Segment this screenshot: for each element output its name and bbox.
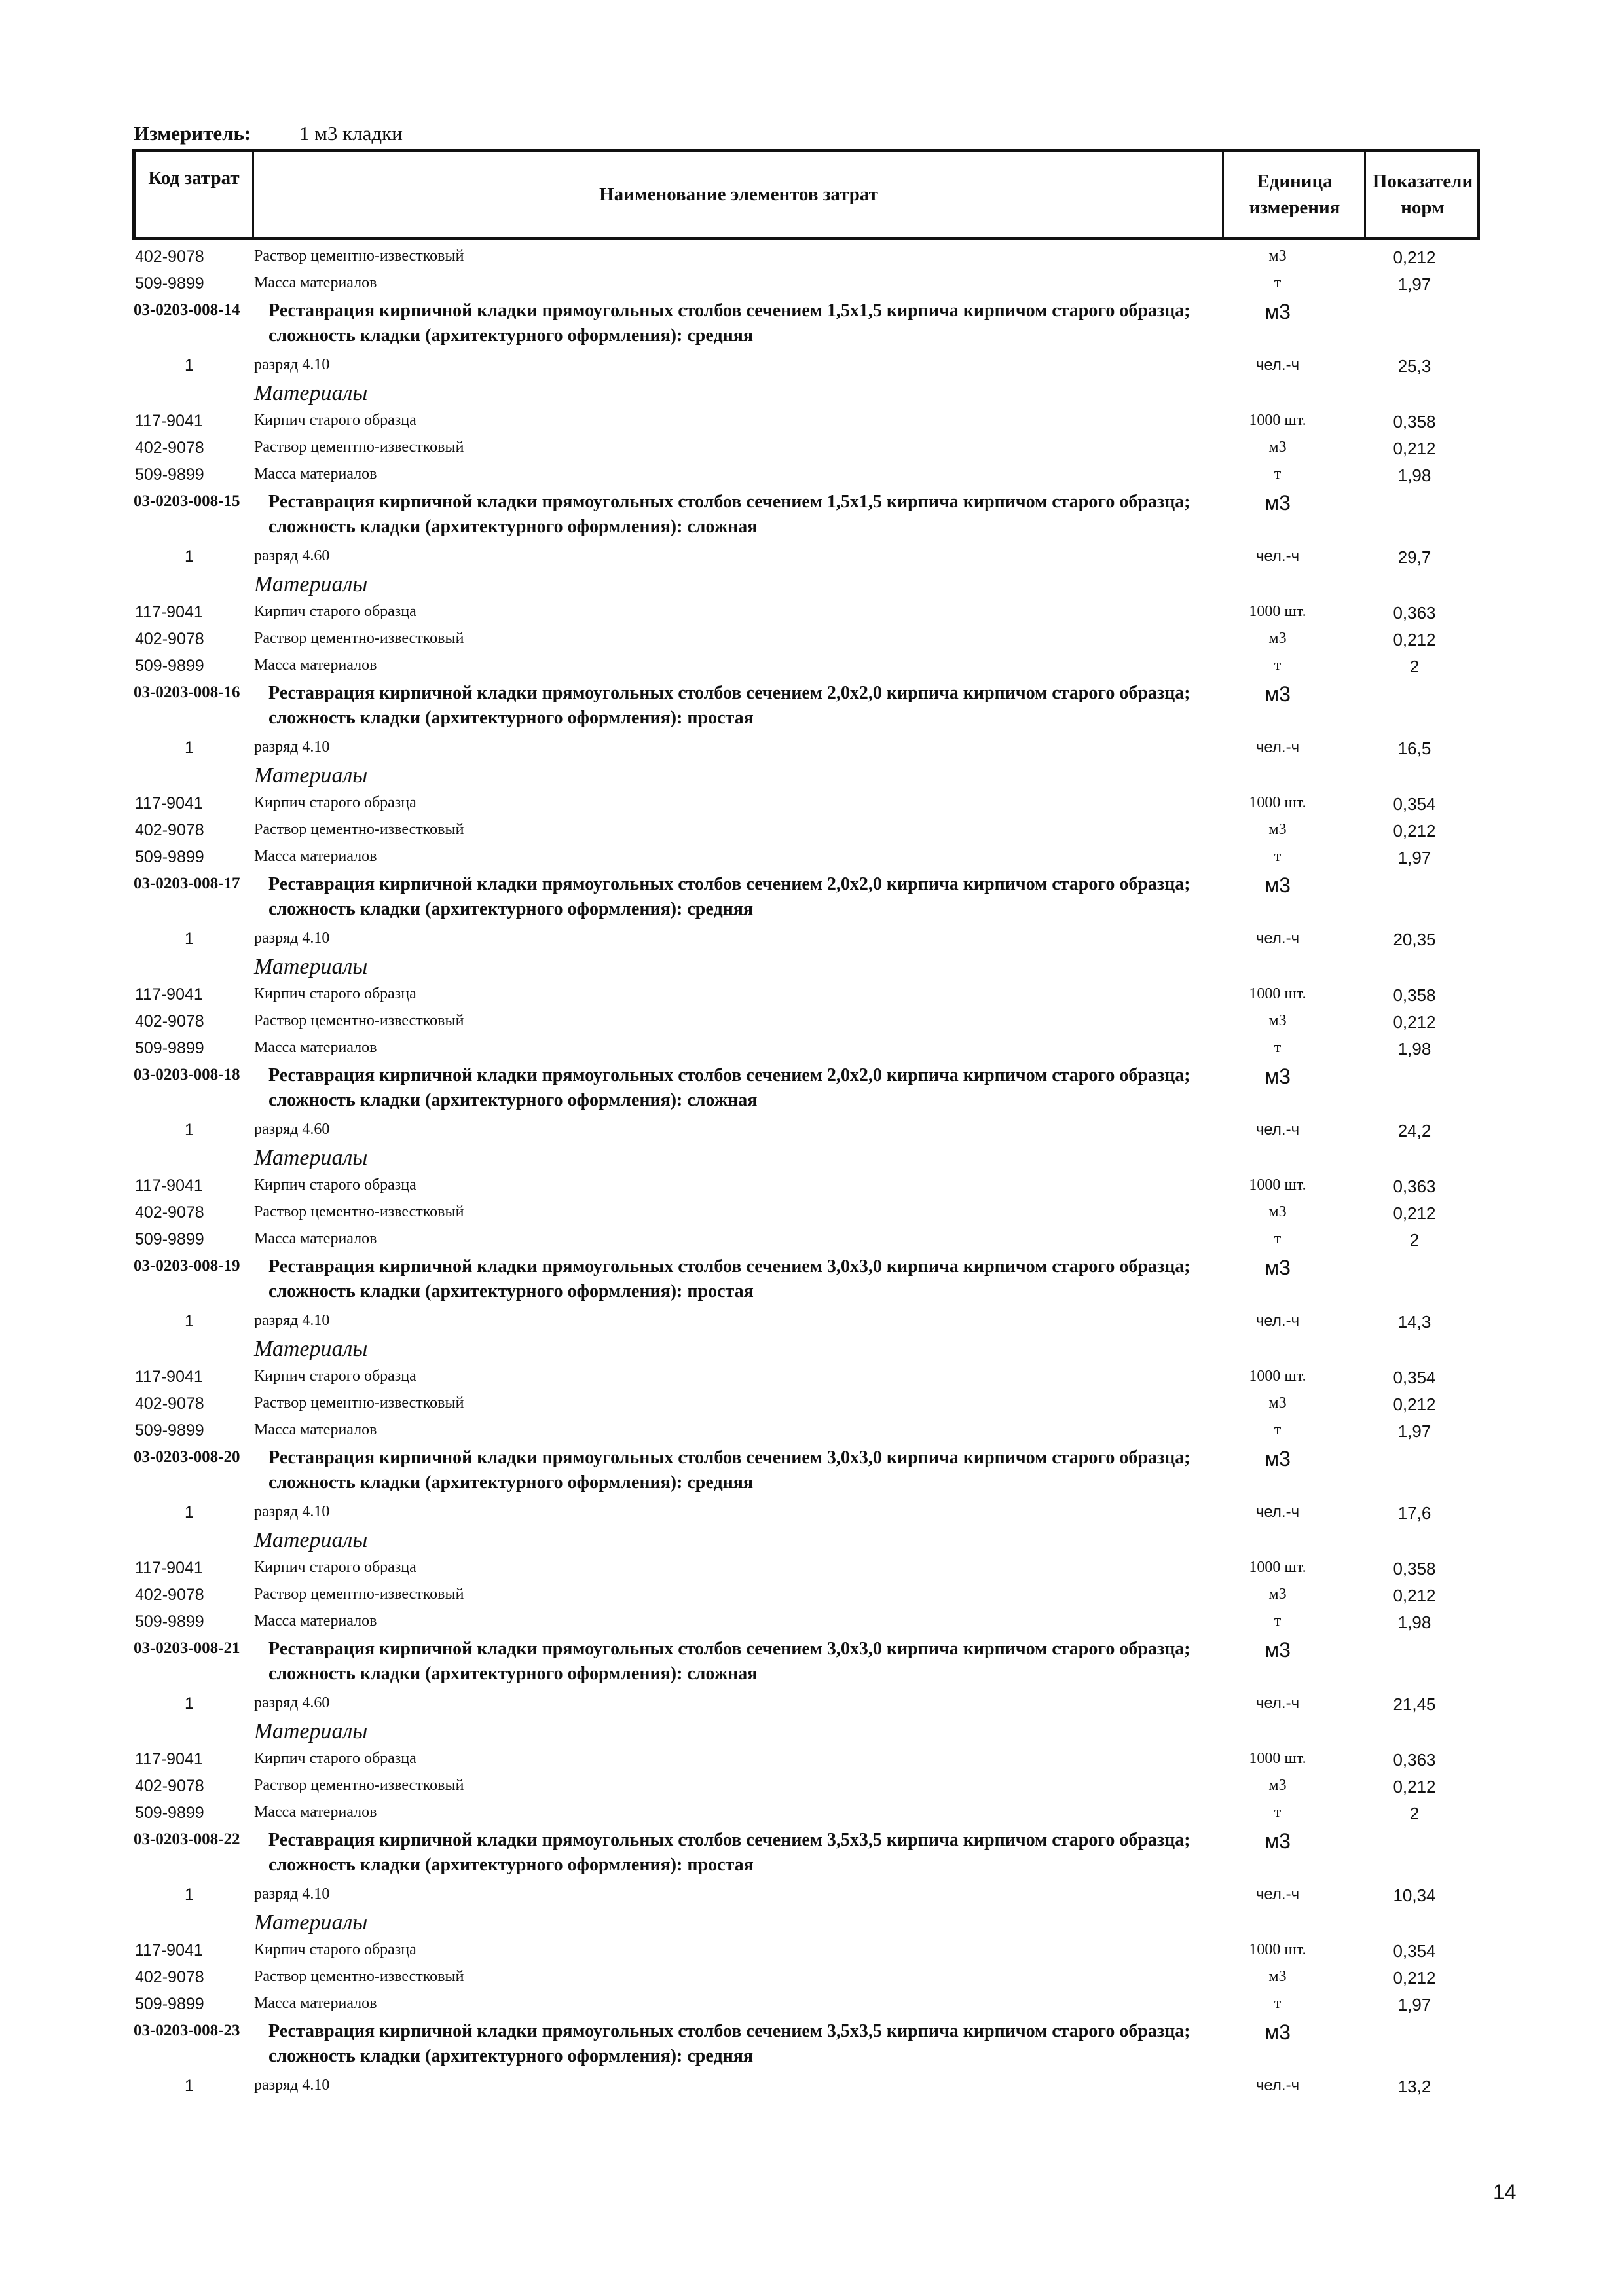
unit-cell: т xyxy=(1274,1230,1282,1247)
unit-cell: 1000 шт. xyxy=(1249,603,1306,620)
table-row xyxy=(0,922,1624,951)
element-name: Масса материалов xyxy=(254,274,377,291)
unit-cell: м3 xyxy=(1264,682,1291,706)
cost-code: 402-9078 xyxy=(135,1012,204,1030)
table-row xyxy=(0,980,1624,1007)
cost-code: 03-0203-008-16 xyxy=(134,683,240,701)
header-norm-line1: Показатели xyxy=(1372,171,1473,192)
table-row xyxy=(0,242,1624,269)
norm-cell: 0,363 xyxy=(1393,603,1436,623)
table-row xyxy=(0,433,1624,460)
section-heading-row xyxy=(0,1524,1624,1554)
table-row xyxy=(0,789,1624,816)
norm-cell: 17,6 xyxy=(1397,1503,1431,1523)
table-header xyxy=(132,149,1480,240)
norm-cell: 1,97 xyxy=(1397,848,1431,867)
norm-cell: 14,3 xyxy=(1397,1312,1431,1332)
element-name: Кирпич старого образца xyxy=(254,1176,416,1194)
cost-code: 117-9041 xyxy=(135,794,203,812)
norm-cell: 0,212 xyxy=(1393,1586,1436,1605)
unit-cell: 1000 шт. xyxy=(1249,1368,1306,1385)
cost-code: 509-9899 xyxy=(135,1995,204,2013)
unit-cell: 1000 шт. xyxy=(1249,412,1306,429)
table-row xyxy=(0,1990,1624,2016)
position-row xyxy=(0,869,1624,922)
table-row xyxy=(0,1416,1624,1443)
norm-cell: 0,358 xyxy=(1393,412,1436,431)
cost-code: 03-0203-008-17 xyxy=(134,875,240,892)
table-body xyxy=(0,242,1624,2098)
cost-code: 03-0203-008-23 xyxy=(134,2022,240,2039)
element-name: Кирпич старого образца xyxy=(254,412,416,429)
cost-code: 03-0203-008-22 xyxy=(134,1831,240,1848)
unit-cell: т xyxy=(1274,657,1282,674)
element-name: разряд 4.10 xyxy=(254,1886,330,1903)
unit-cell: м3 xyxy=(1268,1586,1287,1603)
cost-code: 117-9041 xyxy=(135,1559,203,1577)
cost-code: 117-9041 xyxy=(135,1941,203,1959)
table-row xyxy=(0,1580,1624,1607)
table-row xyxy=(0,1304,1624,1333)
cost-code: 509-9899 xyxy=(135,657,204,675)
page-number: 14 xyxy=(1493,2180,1517,2204)
position-row xyxy=(0,1061,1624,1113)
table-row xyxy=(0,1171,1624,1198)
cost-code: 1 xyxy=(185,1312,194,1330)
cost-code: 402-9078 xyxy=(135,1394,204,1413)
cost-code: 509-9899 xyxy=(135,1613,204,1631)
element-name: Раствор цементно-известковый xyxy=(254,1012,464,1029)
norm-cell: 0,354 xyxy=(1393,1368,1436,1387)
cost-code: 509-9899 xyxy=(135,1421,204,1440)
unit-cell: т xyxy=(1274,1039,1282,1056)
norm-cell: 2 xyxy=(1409,657,1420,676)
norm-cell: 0,354 xyxy=(1393,1941,1436,1961)
header-unit-line1: Единица xyxy=(1257,171,1333,192)
position-title: Реставрация кирпичной кладки прямоугольных столбов сечением 3,0х3,0 кирпича кирпичом старого образца; сложность кладки (архитектурного оформления): сложная xyxy=(268,1639,1190,1684)
norm-cell: 10,34 xyxy=(1393,1886,1436,1905)
table-row xyxy=(0,1198,1624,1225)
cost-code: 03-0203-008-15 xyxy=(134,492,240,510)
norm-cell: 25,3 xyxy=(1397,356,1431,376)
position-title: Реставрация кирпичной кладки прямоугольных столбов сечением 3,0х3,0 кирпича кирпичом старого образца; сложность кладки (архитектурного оформления): средняя xyxy=(268,1448,1190,1493)
cost-code: 117-9041 xyxy=(135,412,203,430)
cost-code: 1 xyxy=(185,1121,194,1139)
unit-cell: м3 xyxy=(1264,1829,1291,1853)
header-code: Код затрат xyxy=(148,168,240,189)
position-row xyxy=(0,487,1624,539)
cost-code: 509-9899 xyxy=(135,1804,204,1822)
norm-cell: 13,2 xyxy=(1397,2077,1431,2096)
cost-code: 509-9899 xyxy=(135,1039,204,1057)
norm-cell: 0,363 xyxy=(1393,1176,1436,1196)
unit-cell: м3 xyxy=(1268,630,1287,647)
element-name: Масса материалов xyxy=(254,1804,377,1821)
table-row xyxy=(0,1007,1624,1034)
element-name: Кирпич старого образца xyxy=(254,1750,416,1767)
element-name: Раствор цементно-известковый xyxy=(254,1394,464,1412)
element-name: Кирпич старого образца xyxy=(254,1368,416,1385)
element-name: Масса материалов xyxy=(254,1613,377,1630)
norm-cell: 16,5 xyxy=(1397,738,1431,758)
element-name: Кирпич старого образца xyxy=(254,1559,416,1576)
norm-cell: 0,212 xyxy=(1393,1203,1436,1223)
unit-cell: т xyxy=(1274,1995,1282,2012)
element-name: Раствор цементно-известковый xyxy=(254,439,464,456)
unit-cell: м3 xyxy=(1264,300,1291,323)
table-row xyxy=(0,1798,1624,1825)
cost-code: 509-9899 xyxy=(135,848,204,866)
section-heading-row xyxy=(0,1906,1624,1936)
cost-code: 03-0203-008-18 xyxy=(134,1066,240,1084)
cost-code: 03-0203-008-21 xyxy=(134,1639,240,1657)
position-title: Реставрация кирпичной кладки прямоугольных столбов сечением 3,5х3,5 кирпича кирпичом старого образца; сложность кладки (архитектурного оформления): средняя xyxy=(268,2021,1190,2066)
cost-code: 402-9078 xyxy=(135,1203,204,1222)
unit-cell: м3 xyxy=(1264,1447,1291,1470)
table-row xyxy=(0,1495,1624,1524)
table-row xyxy=(0,651,1624,678)
section-heading: Материалы xyxy=(254,572,368,596)
position-title: Реставрация кирпичной кладки прямоугольных столбов сечением 1,5х1,5 кирпича кирпичом старого образца; сложность кладки (архитектурного оформления): средняя xyxy=(268,301,1190,346)
norm-cell: 0,212 xyxy=(1393,1012,1436,1032)
norm-cell: 24,2 xyxy=(1397,1121,1431,1140)
unit-cell: чел.-ч xyxy=(1255,547,1300,565)
element-name: разряд 4.10 xyxy=(254,930,330,947)
cost-code: 03-0203-008-20 xyxy=(134,1448,240,1466)
unit-cell: м3 xyxy=(1264,491,1291,515)
unit-cell: т xyxy=(1274,465,1282,483)
cost-code: 03-0203-008-14 xyxy=(134,301,240,319)
norm-cell: 0,358 xyxy=(1393,1559,1436,1578)
table-row xyxy=(0,2069,1624,2098)
unit-cell: м3 xyxy=(1268,1394,1287,1412)
table-row xyxy=(0,1034,1624,1061)
cost-code: 117-9041 xyxy=(135,603,203,621)
section-heading: Материалы xyxy=(254,1910,368,1935)
unit-cell: м3 xyxy=(1264,1256,1291,1279)
unit-cell: чел.-ч xyxy=(1255,1694,1300,1712)
element-name: разряд 4.60 xyxy=(254,1694,330,1711)
section-heading-row xyxy=(0,1333,1624,1362)
element-name: разряд 4.10 xyxy=(254,356,330,373)
cost-code: 1 xyxy=(185,356,194,374)
meter-line xyxy=(134,122,403,145)
position-row xyxy=(0,678,1624,731)
cost-code: 117-9041 xyxy=(135,1176,203,1195)
position-title: Реставрация кирпичной кладки прямоугольных столбов сечением 3,0х3,0 кирпича кирпичом старого образца; сложность кладки (архитектурного оформления): простая xyxy=(268,1256,1190,1302)
unit-cell: т xyxy=(1274,848,1282,865)
unit-cell: т xyxy=(1274,274,1282,291)
norm-cell: 1,97 xyxy=(1397,1421,1431,1441)
norm-cell: 0,212 xyxy=(1393,821,1436,841)
table-row xyxy=(0,1963,1624,1990)
element-name: Масса материалов xyxy=(254,1421,377,1438)
cost-code: 117-9041 xyxy=(135,1368,203,1386)
unit-cell: м3 xyxy=(1268,1777,1287,1794)
element-name: Раствор цементно-известковый xyxy=(254,821,464,838)
cost-code: 509-9899 xyxy=(135,1230,204,1248)
element-name: Кирпич старого образца xyxy=(254,603,416,620)
section-heading: Материалы xyxy=(254,1146,368,1170)
position-title: Реставрация кирпичной кладки прямоугольных столбов сечением 2,0х2,0 кирпича кирпичом старого образца; сложность кладки (архитектурного оформления): средняя xyxy=(268,874,1190,919)
element-name: Масса материалов xyxy=(254,657,377,674)
cost-code: 402-9078 xyxy=(135,1586,204,1604)
table-row xyxy=(0,269,1624,296)
cost-code: 402-9078 xyxy=(135,1968,204,1986)
element-name: Раствор цементно-известковый xyxy=(254,1968,464,1985)
table-row xyxy=(0,843,1624,869)
norm-cell: 1,98 xyxy=(1397,465,1431,485)
element-name: Раствор цементно-известковый xyxy=(254,247,464,264)
cost-code: 03-0203-008-19 xyxy=(134,1257,240,1275)
cost-code: 402-9078 xyxy=(135,439,204,457)
table-row xyxy=(0,1362,1624,1389)
unit-cell: м3 xyxy=(1268,247,1287,264)
unit-cell: 1000 шт. xyxy=(1249,1941,1306,1958)
norm-cell: 0,358 xyxy=(1393,985,1436,1005)
section-heading: Материалы xyxy=(254,1719,368,1743)
unit-cell: м3 xyxy=(1268,439,1287,456)
norm-cell: 2 xyxy=(1409,1804,1420,1823)
meter-value: 1 м3 кладки xyxy=(299,122,403,145)
header-norm-line2: норм xyxy=(1401,197,1445,218)
unit-cell: м3 xyxy=(1268,821,1287,838)
header-name: Наименование элементов затрат xyxy=(599,184,878,205)
cost-code: 402-9078 xyxy=(135,821,204,839)
unit-cell: чел.-ч xyxy=(1255,356,1300,374)
unit-cell: чел.-ч xyxy=(1255,930,1300,947)
element-name: Кирпич старого образца xyxy=(254,1941,416,1958)
norm-cell: 0,354 xyxy=(1393,794,1436,814)
unit-cell: чел.-ч xyxy=(1255,738,1300,756)
norm-cell: 1,97 xyxy=(1397,1995,1431,2014)
table-row xyxy=(0,731,1624,759)
element-name: Масса материалов xyxy=(254,465,377,483)
norm-cell: 0,212 xyxy=(1393,1777,1436,1796)
unit-cell: чел.-ч xyxy=(1255,1121,1300,1139)
unit-cell: чел.-ч xyxy=(1255,1312,1300,1330)
unit-cell: чел.-ч xyxy=(1255,1503,1300,1521)
position-title: Реставрация кирпичной кладки прямоугольных столбов сечением 2,0х2,0 кирпича кирпичом старого образца; сложность кладки (архитектурного оформления): простая xyxy=(268,683,1190,728)
section-heading-row xyxy=(0,568,1624,598)
section-heading: Материалы xyxy=(254,763,368,788)
element-name: разряд 4.60 xyxy=(254,1121,330,1138)
section-heading: Материалы xyxy=(254,955,368,979)
norm-cell: 0,212 xyxy=(1393,1394,1436,1414)
element-name: Раствор цементно-известковый xyxy=(254,1586,464,1603)
table-row xyxy=(0,1225,1624,1252)
cost-code: 1 xyxy=(185,738,194,757)
element-name: Масса материалов xyxy=(254,1039,377,1056)
table-row xyxy=(0,460,1624,487)
table-row xyxy=(0,1686,1624,1715)
element-name: Масса материалов xyxy=(254,848,377,865)
cost-code: 509-9899 xyxy=(135,274,204,293)
section-heading: Материалы xyxy=(254,1337,368,1361)
unit-cell: м3 xyxy=(1264,1638,1291,1662)
section-heading-row xyxy=(0,1715,1624,1745)
table-row xyxy=(0,539,1624,568)
meter-label: Измеритель: xyxy=(134,122,251,145)
position-row xyxy=(0,2016,1624,2069)
norm-cell: 20,35 xyxy=(1393,930,1436,949)
unit-cell: 1000 шт. xyxy=(1249,1750,1306,1767)
table-row xyxy=(0,1772,1624,1798)
section-heading: Материалы xyxy=(254,1528,368,1552)
table-row xyxy=(0,1554,1624,1580)
element-name: разряд 4.60 xyxy=(254,547,330,564)
table-row xyxy=(0,598,1624,625)
element-name: Масса материалов xyxy=(254,1995,377,2012)
element-name: Раствор цементно-известковый xyxy=(254,1777,464,1794)
section-heading-row xyxy=(0,377,1624,407)
cost-code: 402-9078 xyxy=(135,630,204,648)
cost-code: 1 xyxy=(185,1694,194,1713)
element-name: разряд 4.10 xyxy=(254,1312,330,1329)
norm-cell: 2 xyxy=(1409,1230,1420,1250)
table-row xyxy=(0,1745,1624,1772)
unit-cell: м3 xyxy=(1268,1012,1287,1029)
header-unit xyxy=(1224,152,1365,237)
table-row xyxy=(0,407,1624,433)
cost-code: 1 xyxy=(185,1503,194,1522)
element-name: Масса материалов xyxy=(254,1230,377,1247)
unit-cell: м3 xyxy=(1264,873,1291,897)
unit-cell: 1000 шт. xyxy=(1249,1559,1306,1576)
section-heading-row xyxy=(0,759,1624,789)
table-row xyxy=(0,625,1624,651)
position-row xyxy=(0,1634,1624,1686)
table-row xyxy=(0,1878,1624,1906)
cost-code: 117-9041 xyxy=(135,985,203,1004)
cost-code: 402-9078 xyxy=(135,247,204,266)
unit-cell: м3 xyxy=(1268,1968,1287,1985)
position-row xyxy=(0,1443,1624,1495)
unit-cell: м3 xyxy=(1264,2020,1291,2044)
element-name: Кирпич старого образца xyxy=(254,985,416,1002)
element-name: разряд 4.10 xyxy=(254,738,330,756)
unit-cell: т xyxy=(1274,1613,1282,1630)
section-heading-row xyxy=(0,951,1624,980)
cost-code: 509-9899 xyxy=(135,465,204,484)
position-title: Реставрация кирпичной кладки прямоугольных столбов сечением 3,5х3,5 кирпича кирпичом старого образца; сложность кладки (архитектурного оформления): простая xyxy=(268,1830,1190,1875)
norm-cell: 1,98 xyxy=(1397,1039,1431,1059)
element-name: Раствор цементно-известковый xyxy=(254,1203,464,1220)
cost-code: 1 xyxy=(185,547,194,566)
table-row xyxy=(0,1113,1624,1142)
table-row xyxy=(0,816,1624,843)
cost-code: 117-9041 xyxy=(135,1750,203,1768)
unit-cell: 1000 шт. xyxy=(1249,985,1306,1002)
cost-code: 1 xyxy=(185,930,194,948)
unit-cell: чел.-ч xyxy=(1255,2077,1300,2094)
unit-cell: т xyxy=(1274,1421,1282,1438)
table-row xyxy=(0,1607,1624,1634)
header-unit-line2: измерения xyxy=(1249,197,1340,218)
position-title: Реставрация кирпичной кладки прямоугольных столбов сечением 1,5х1,5 кирпича кирпичом старого образца; сложность кладки (архитектурного оформления): сложная xyxy=(268,492,1190,537)
norm-cell: 1,97 xyxy=(1397,274,1431,294)
norm-cell: 21,45 xyxy=(1393,1694,1436,1714)
unit-cell: чел.-ч xyxy=(1255,1886,1300,1903)
unit-cell: 1000 шт. xyxy=(1249,794,1306,811)
unit-cell: м3 xyxy=(1264,1065,1291,1088)
norm-cell: 0,363 xyxy=(1393,1750,1436,1770)
norm-cell: 1,98 xyxy=(1397,1613,1431,1632)
position-row xyxy=(0,1825,1624,1878)
position-row xyxy=(0,296,1624,348)
norm-cell: 0,212 xyxy=(1393,630,1436,649)
unit-cell: 1000 шт. xyxy=(1249,1176,1306,1194)
position-title: Реставрация кирпичной кладки прямоугольных столбов сечением 2,0х2,0 кирпича кирпичом старого образца; сложность кладки (архитектурного оформления): сложная xyxy=(268,1065,1190,1110)
unit-cell: т xyxy=(1274,1804,1282,1821)
cost-code: 402-9078 xyxy=(135,1777,204,1795)
norm-cell: 0,212 xyxy=(1393,247,1436,267)
section-heading-row xyxy=(0,1142,1624,1171)
table-row xyxy=(0,1389,1624,1416)
norm-cell: 0,212 xyxy=(1393,439,1436,458)
unit-cell: м3 xyxy=(1268,1203,1287,1220)
element-name: Раствор цементно-известковый xyxy=(254,630,464,647)
cost-code: 1 xyxy=(185,1886,194,1904)
element-name: разряд 4.10 xyxy=(254,1503,330,1520)
position-row xyxy=(0,1252,1624,1304)
cost-code: 1 xyxy=(185,2077,194,2095)
element-name: разряд 4.10 xyxy=(254,2077,330,2094)
header-norm xyxy=(1365,152,1480,237)
norm-cell: 29,7 xyxy=(1397,547,1431,567)
element-name: Кирпич старого образца xyxy=(254,794,416,811)
table-row xyxy=(0,348,1624,377)
section-heading: Материалы xyxy=(254,381,368,405)
norm-cell: 0,212 xyxy=(1393,1968,1436,1988)
table-row xyxy=(0,1936,1624,1963)
